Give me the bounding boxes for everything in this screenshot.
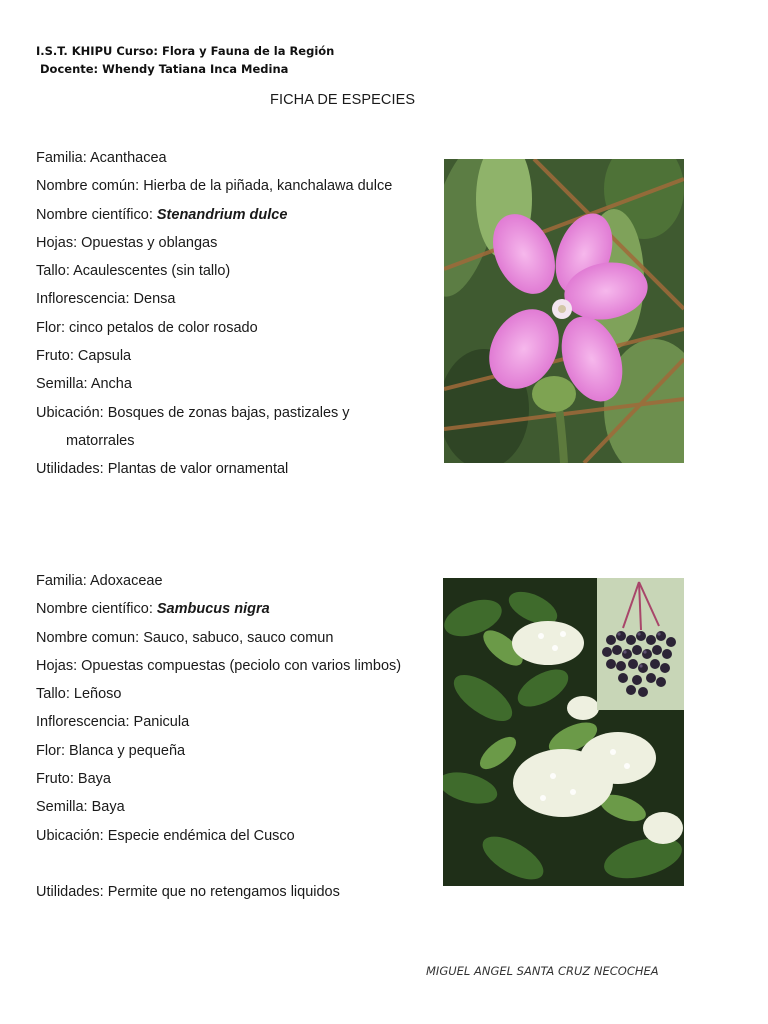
row-ubicacion: Ubicación: Bosques de zonas bajas, pastizales y bbox=[36, 404, 350, 421]
pink-flower-photo bbox=[444, 159, 684, 463]
row-utilidades: Utilidades: Plantas de valor ornamental bbox=[36, 461, 289, 478]
page-title: FICHA DE ESPECIES bbox=[270, 92, 416, 108]
document-header bbox=[36, 42, 334, 78]
row-ubicacion: Ubicación: Especie endémica del Cusco bbox=[36, 827, 295, 844]
row-fruto: Fruto: Capsula bbox=[36, 348, 132, 365]
elderberry-photo bbox=[443, 578, 684, 886]
row-nombre-comun: Nombre común: Hierba de la piñada, kanchalawa dulce bbox=[36, 178, 393, 195]
row-inflorescencia: Inflorescencia: Panicula bbox=[36, 714, 190, 731]
scientific-name: Sambucus nigra bbox=[156, 601, 270, 618]
row-ubicacion-cont: matorrales bbox=[66, 432, 135, 449]
row-hojas: Hojas: Opuestas y oblangas bbox=[36, 234, 218, 251]
row-flor: Flor: cinco petalos de color rosado bbox=[36, 319, 258, 336]
teacher-line: Docente: Whendy Tatiana Inca Medina bbox=[40, 62, 289, 76]
row-semilla: Semilla: Baya bbox=[36, 799, 125, 816]
row-flor: Flor: Blanca y pequeña bbox=[36, 742, 186, 759]
row-nombre-cientifico: Nombre científico: Stenandrium dulce bbox=[36, 206, 288, 223]
row-tallo: Tallo: Acaulescentes (sin tallo) bbox=[36, 263, 231, 280]
row-familia: Familia: Acanthacea bbox=[36, 150, 167, 166]
row-semilla: Semilla: Ancha bbox=[36, 376, 132, 393]
course-line: I.S.T. KHIPU Curso: Flora y Fauna de la Región bbox=[36, 44, 335, 58]
species-sheet-sambucus bbox=[36, 567, 401, 906]
row-fruto: Fruto: Baya bbox=[36, 771, 111, 788]
elderberry-image bbox=[443, 578, 684, 886]
row-tallo: Tallo: Leñoso bbox=[36, 686, 122, 703]
scientific-name: Stenandrium dulce bbox=[156, 206, 288, 223]
author-footer: MIGUEL ANGEL SANTA CRUZ NECOCHEA bbox=[426, 964, 659, 978]
row-nombre-cientifico: Nombre científico: Sambucus nigra bbox=[36, 601, 270, 618]
row-inflorescencia: Inflorescencia: Densa bbox=[36, 291, 176, 308]
row-hojas: Hojas: Opuestas compuestas (peciolo con varios limbos) bbox=[36, 657, 402, 674]
row-utilidades: Utilidades: Permite que no retengamos liquidos bbox=[36, 883, 340, 900]
row-nombre-comun: Nombre comun: Sauco, sabuco, sauco comun bbox=[36, 629, 334, 646]
pink-flower-image bbox=[444, 159, 684, 463]
row-familia: Familia: Adoxaceae bbox=[36, 573, 163, 589]
species-sheet-stenandrium bbox=[36, 144, 392, 484]
